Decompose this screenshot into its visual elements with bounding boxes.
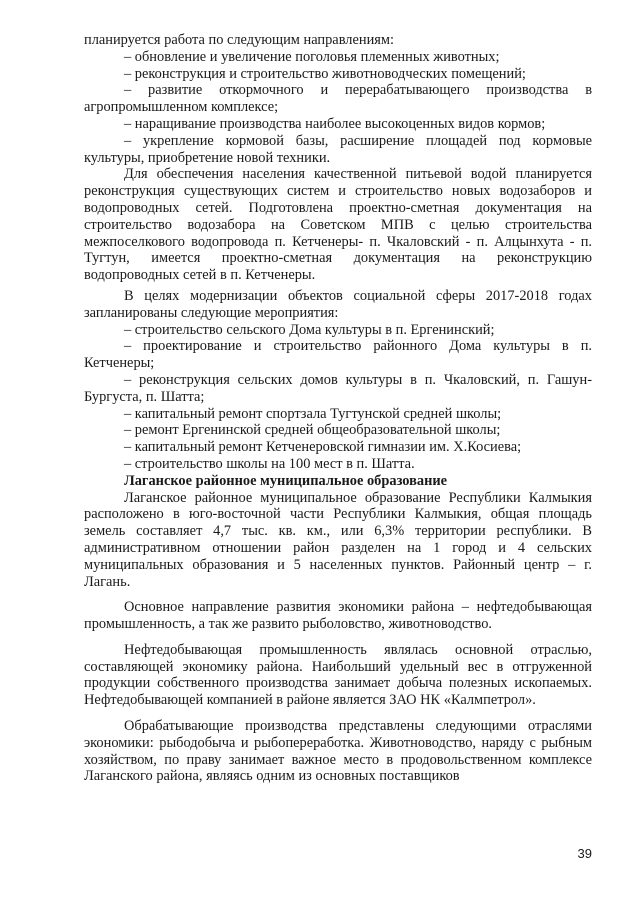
paragraph: Для обеспечения населения качественной питьевой водой планируется реконструкция существующих систем и строительство новых водозаборов и водопроводных сетей. Подготовлена проектно-сметная документация на строительство водозабора на Советском МПВ с целью строительства межпоселкового водопровода п. Кетченеры- п. Чкаловский - п. Алцынхута - п. Тугтун, имеется проектно-сметная документация на реконструкцию водопроводных сетей в п. Кетченеры.	[84, 166, 592, 284]
page-number: 39	[577, 846, 592, 861]
paragraph: – строительство сельского Дома культуры в п. Ергенинский;	[124, 321, 495, 338]
paragraph: – реконструкция сельских домов культуры в п. Чкаловский, п. Гашун-Бургуста, п. Шатта;	[84, 371, 592, 405]
paragraph: – капитальный ремонт Кетченеровской гимназии им. Х.Косиева;	[124, 439, 522, 456]
paragraph: – капитальный ремонт спортзала Тугтунской средней школы;	[124, 405, 502, 422]
section-heading: Лаганское районное муниципальное образование	[124, 472, 448, 489]
text-block-top	[84, 32, 592, 473]
paragraph: Нефтедобывающая промышленность являлась основной отраслью, составляющей экономику района. Наибольший удельный вес в отгруженной продукции собственного производства занимает добыча полезных ископаемых. Нефтедобывающей компанией в районе является ЗАО НК «Калмпетрол».	[84, 641, 592, 709]
paragraph: – укрепление кормовой базы, расширение площадей под кормовые культуры, приобретение новой техники.	[84, 132, 592, 166]
text-block-bottom	[84, 490, 592, 786]
document-page	[84, 32, 592, 785]
paragraph: – реконструкция и строительство животноводческих помещений;	[124, 65, 526, 82]
paragraph: Обрабатывающие производства представлены следующими отраслями экономики: рыбодобыча и рыбопереработка. Животноводство, наряду с рыбным хозяйством, по праву занимает важное место в продовольственном комплексе Лаганского района, являясь одним из основных поставщиков	[84, 718, 592, 785]
paragraph: Лаганское районное муниципальное образование Республики Калмыкия расположено в юго-восточной части Республики Калмыкия, общая площадь земель составляет 4,7 тыс. кв. км., или 6,3% территории республики. В административном отношении район разделен на 1 город и 4 сельских муниципальных образования и 5 населенных пунктов. Районный центр – г. Лагань.	[84, 489, 592, 590]
paragraph: – проектирование и строительство районного Дома культуры в п. Кетченеры;	[84, 338, 592, 372]
paragraph: – строительство школы на 100 мест в п. Шатта.	[124, 455, 415, 472]
paragraph: – развитие откормочного и перерабатывающего производства в агропромышленном комплексе;	[84, 82, 592, 116]
paragraph: планируется работа по следующим направлениям:	[84, 32, 394, 48]
paragraph: Основное направление развития экономики района – нефтедобывающая промышленность, а так же развито рыболовство, животноводство.	[84, 599, 592, 633]
paragraph: – ремонт Ергенинской средней общеобразовательной школы;	[124, 422, 501, 439]
paragraph: – наращивание производства наиболее высокоценных видов кормов;	[124, 115, 546, 132]
paragraph: – обновление и увеличение поголовья племенных животных;	[124, 48, 500, 65]
paragraph: В целях модернизации объектов социальной сферы 2017-2018 годах запланированы следующие мероприятия:	[84, 287, 592, 321]
